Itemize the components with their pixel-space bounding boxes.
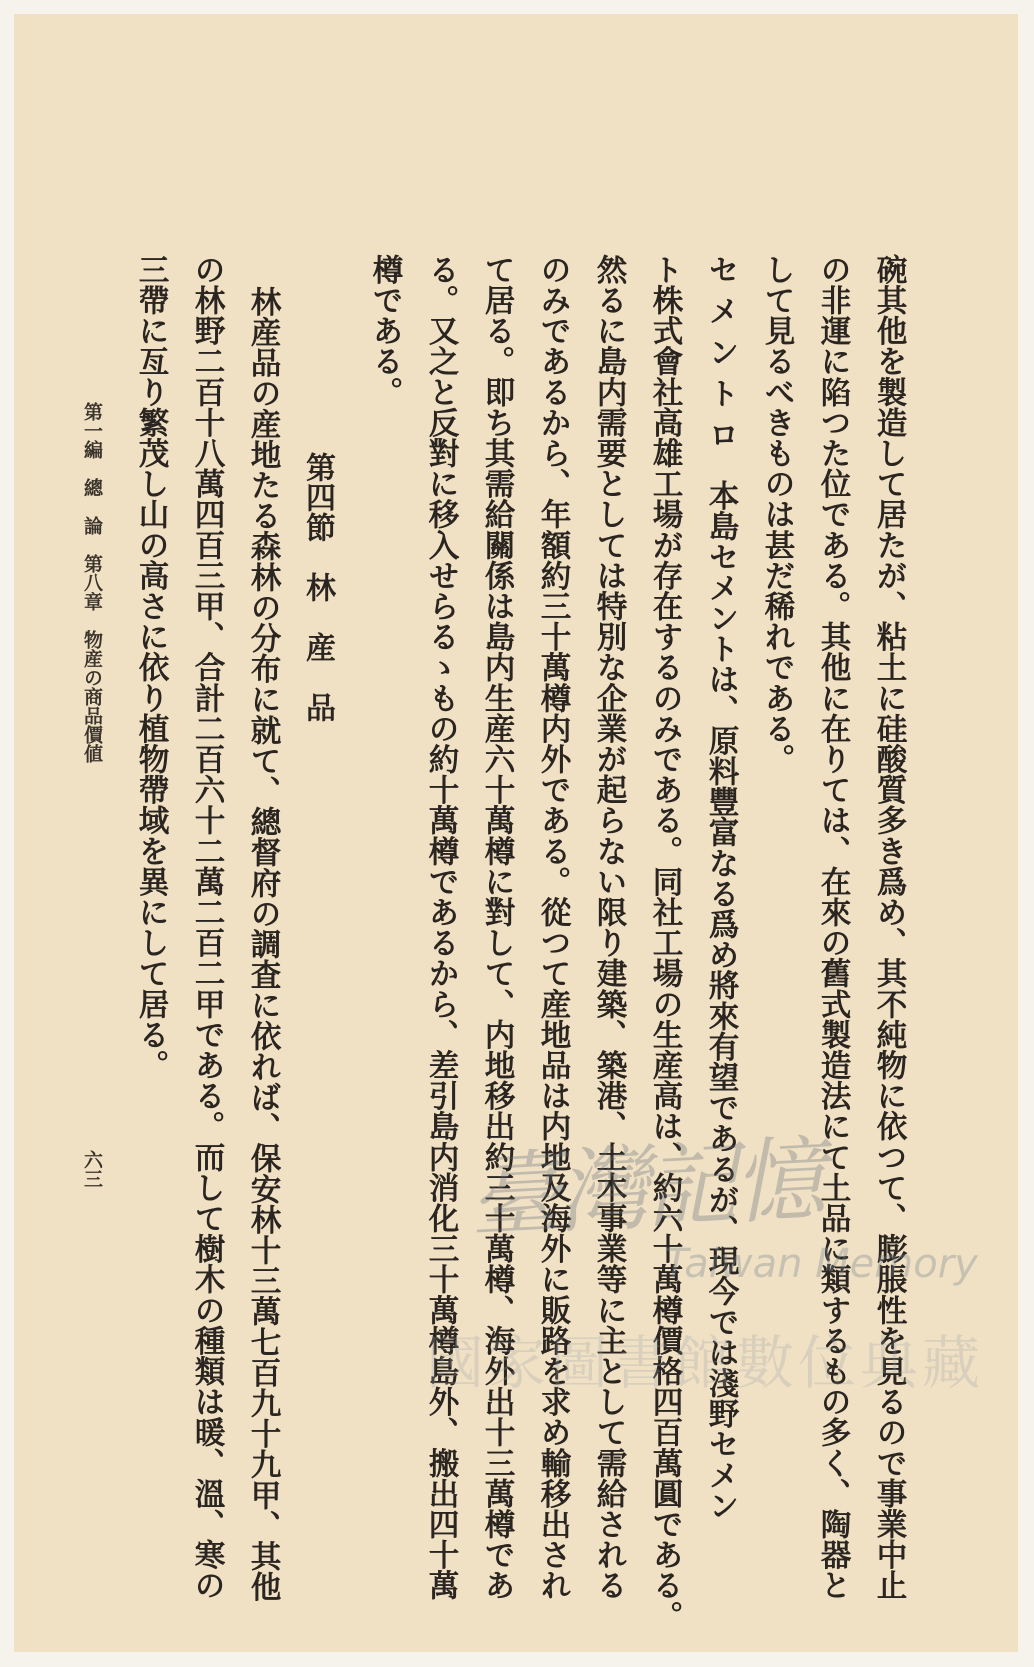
text-column: 碗其他を製造して居たが、粘土に硅酸質多き爲め、其不純物に依つて、膨脹性を見るので事業中止 <box>871 254 907 1601</box>
text-column: て居る。即ち其需給關係は島内生産六十萬樽に對して、内地移出約三十萬樽、海外出十三萬樽であ <box>479 254 515 1601</box>
watermark-english: Taiwan Memory <box>664 1241 978 1287</box>
section-text-column: の林野二百十八萬四百三甲、合計二百六十二萬二百二甲である。而して樹木の種類は暖、溫、寒の <box>189 254 225 1601</box>
watermark-library: 國家圖書館數位典藏 <box>426 1329 985 1397</box>
book-page <box>14 14 1018 1652</box>
text-column: 樽である。 <box>367 254 403 407</box>
watermark-logo: 臺灣記憶 <box>466 1125 824 1252</box>
text-column: 然るに島内需要としては特別な企業が起らない限り建築、築港、土木事業等に主として需給される <box>591 254 627 1601</box>
text-column: のみであるから、年額約三十萬樽内外である。從つて産地品は内地及海外に販路を求め輸移出され <box>535 254 571 1601</box>
text-column: る。又之と反對に移入せらるゝもの約十萬樽であるから、差引島内消化三十萬樽島外、搬出四十萬 <box>423 254 459 1601</box>
section-text-column: 三帶に亙り繁茂し山の高さに依り植物帶域を異にして居る。 <box>133 254 169 1081</box>
page-number: 六三 <box>81 1150 103 1188</box>
section-heading: 第四節 林 産 品 <box>300 452 335 722</box>
text-column: ト株式會社高雄工場が存在するのみである。同社工場の生産高は、約六十萬樽價格四百萬圓である。 <box>647 254 683 1631</box>
text-column: して見るべきものは甚だ稀れである。 <box>759 254 795 775</box>
section-text-column: 林産品の産地たる森林の分布に就て、總督府の調査に依れば、保安林十三萬七百九十九甲、其他 <box>245 286 281 1602</box>
text-column: の非運に陷つた位である。其他に在りては、在來の舊式製造法にて土品に類するもの多く、陶器と <box>815 254 851 1601</box>
text-column: セ メ ン ト ロ 本島セメントは、原料豐富なる爲め將來有望であるが、現今では淺野セメン <box>703 254 739 1521</box>
running-title: 第一編 總 論 第八章 物産の商品價値 <box>81 402 103 763</box>
